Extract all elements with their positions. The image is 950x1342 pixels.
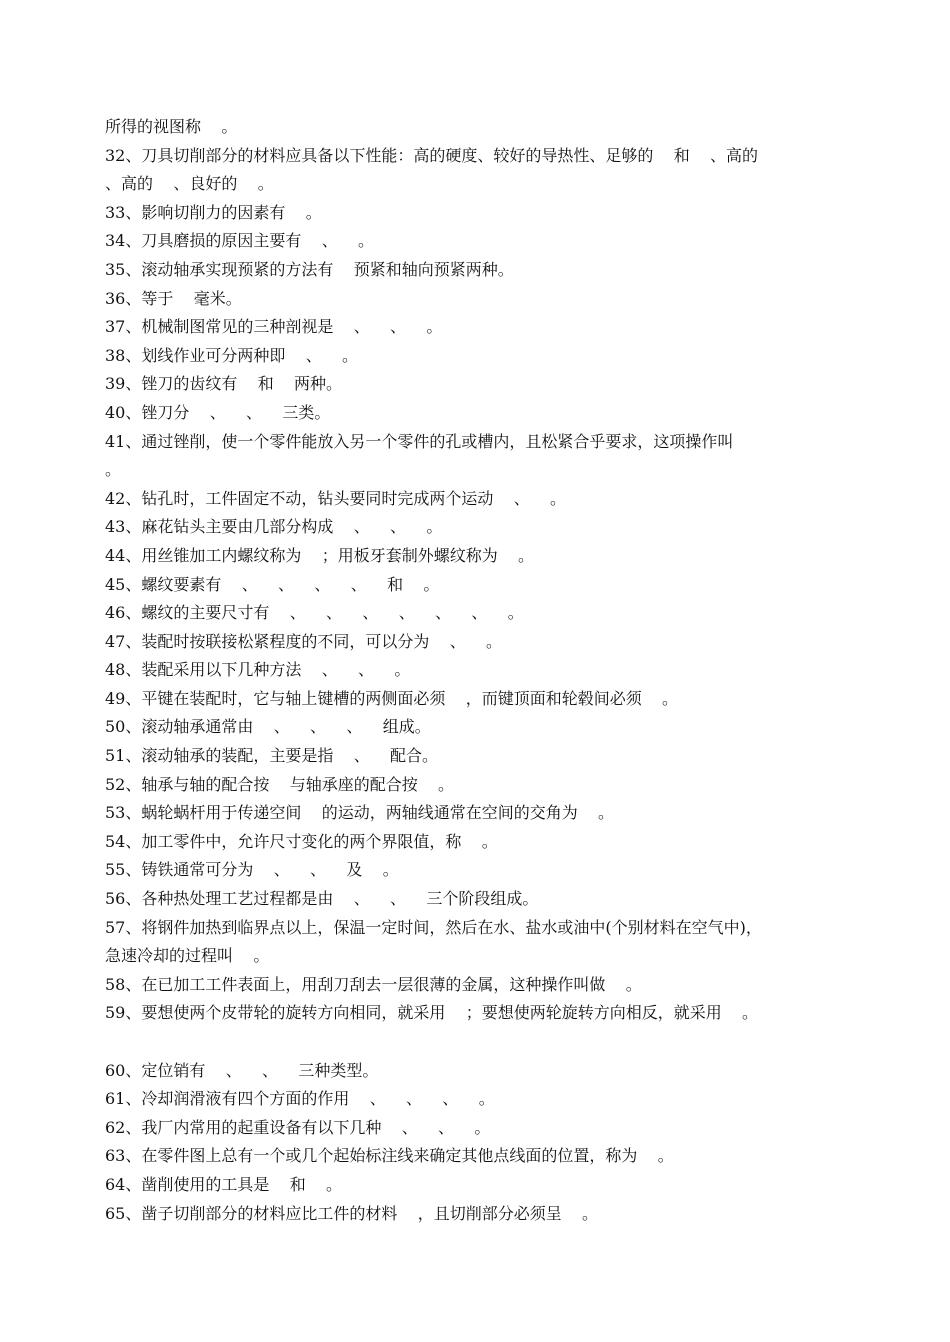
question-61: 61、冷却润滑液有四个方面的作用 、 、 、 。 <box>105 1089 495 1109</box>
question-36: 36、等于 毫米。 <box>105 288 242 308</box>
text-line: 所得的视图称 。 <box>105 117 238 136</box>
question-58: 58、在已加工工件表面上，用刮刀刮去一层很薄的金属，这种操作叫做 。 <box>105 974 642 994</box>
question-45: 45、螺纹要素有 、 、 、 、 和 。 <box>105 574 440 594</box>
question-65: 65、凿子切削部分的材料应比工件的材料 ，且切削部分必须呈 。 <box>105 1203 599 1223</box>
question-47: 47、装配时按联接松紧程度的不同，可以分为 、 。 <box>105 631 503 651</box>
question-40: 40、锉刀分 、 、 三类。 <box>105 402 331 422</box>
question-51: 51、滚动轴承的装配，主要是指 、 配合。 <box>105 746 439 766</box>
question-55: 55、铸铁通常可分为 、 、 及 。 <box>105 860 399 880</box>
question-list <box>105 113 845 1228</box>
question-38: 38、划线作业可分两种即 、 。 <box>105 345 359 365</box>
question-41-line-2: 。 <box>105 460 122 480</box>
question-35: 35、滚动轴承实现预紧的方法有 预紧和轴向预紧两种。 <box>105 259 514 279</box>
question-50: 50、滚动轴承通常由 、 、 、 组成。 <box>105 717 431 737</box>
question-52: 52、轴承与轴的配合按 与轴承座的配合按 。 <box>105 774 455 794</box>
question-42: 42、钻孔时，工件固定不动，钻头要同时完成两个运动 、 。 <box>105 488 567 508</box>
question-49: 49、平键在装配时，它与轴上键槽的两侧面必须 ，而键顶面和轮毂间必须 。 <box>105 688 679 708</box>
question-53: 53、蜗轮蜗杆用于传递空间 的运动，两轴线通常在空间的交角为 。 <box>105 803 615 823</box>
question-56: 56、各种热处理工艺过程都是由 、 、 三个阶段组成。 <box>105 889 539 909</box>
question-32-line-1: 32、刀具切削部分的材料应具备以下性能：高的硬度、较好的导热性、足够的 和 、高的 <box>105 145 759 165</box>
question-43: 43、麻花钻头主要由几部分构成 、 、 。 <box>105 517 443 537</box>
question-34: 34、刀具磨损的原因主要有 、 。 <box>105 231 375 251</box>
question-39: 39、锉刀的齿纹有 和 两种。 <box>105 374 343 394</box>
question-57-line-1: 57、将钢件加热到临界点以上，保温一定时间，然后在水、盐水或油中(个别材料在空气中)， <box>105 917 762 937</box>
question-48: 48、装配采用以下几种方法 、 、 。 <box>105 660 411 680</box>
question-54: 54、加工零件中，允许尺寸变化的两个界限值，称 。 <box>105 831 498 851</box>
question-44: 44、用丝锥加工内螺纹称为 ；用板牙套制外螺纹称为 。 <box>105 545 535 565</box>
question-62: 62、我厂内常用的起重设备有以下几种 、 、 。 <box>105 1117 491 1137</box>
blank-line <box>105 1028 845 1057</box>
question-33: 33、影响切削力的因素有 。 <box>105 202 322 222</box>
question-32-line-2: 、高的 、良好的 。 <box>105 174 274 194</box>
question-46: 46、螺纹的主要尺寸有 、 、 、 、 、 、 。 <box>105 603 524 623</box>
question-64: 64、凿削使用的工具是 和 。 <box>105 1174 343 1194</box>
question-63: 63、在零件图上总有一个或几个起始标注线来确定其他点线面的位置，称为 。 <box>105 1146 674 1166</box>
question-57-line-2: 急速冷却的过程叫 。 <box>105 946 270 966</box>
question-60: 60、定位销有 、 、 三种类型。 <box>105 1060 379 1080</box>
question-41-line-1: 41、通过锉削，使一个零件能放入另一个零件的孔或槽内，且松紧合乎要求，这项操作叫 <box>105 431 734 451</box>
question-59: 59、要想使两个皮带轮的旋转方向相同，就采用 ；要想使两轮旋转方向相反，就采用 。 <box>105 1003 759 1023</box>
question-37: 37、机械制图常见的三种剖视是 、 、 。 <box>105 317 443 337</box>
